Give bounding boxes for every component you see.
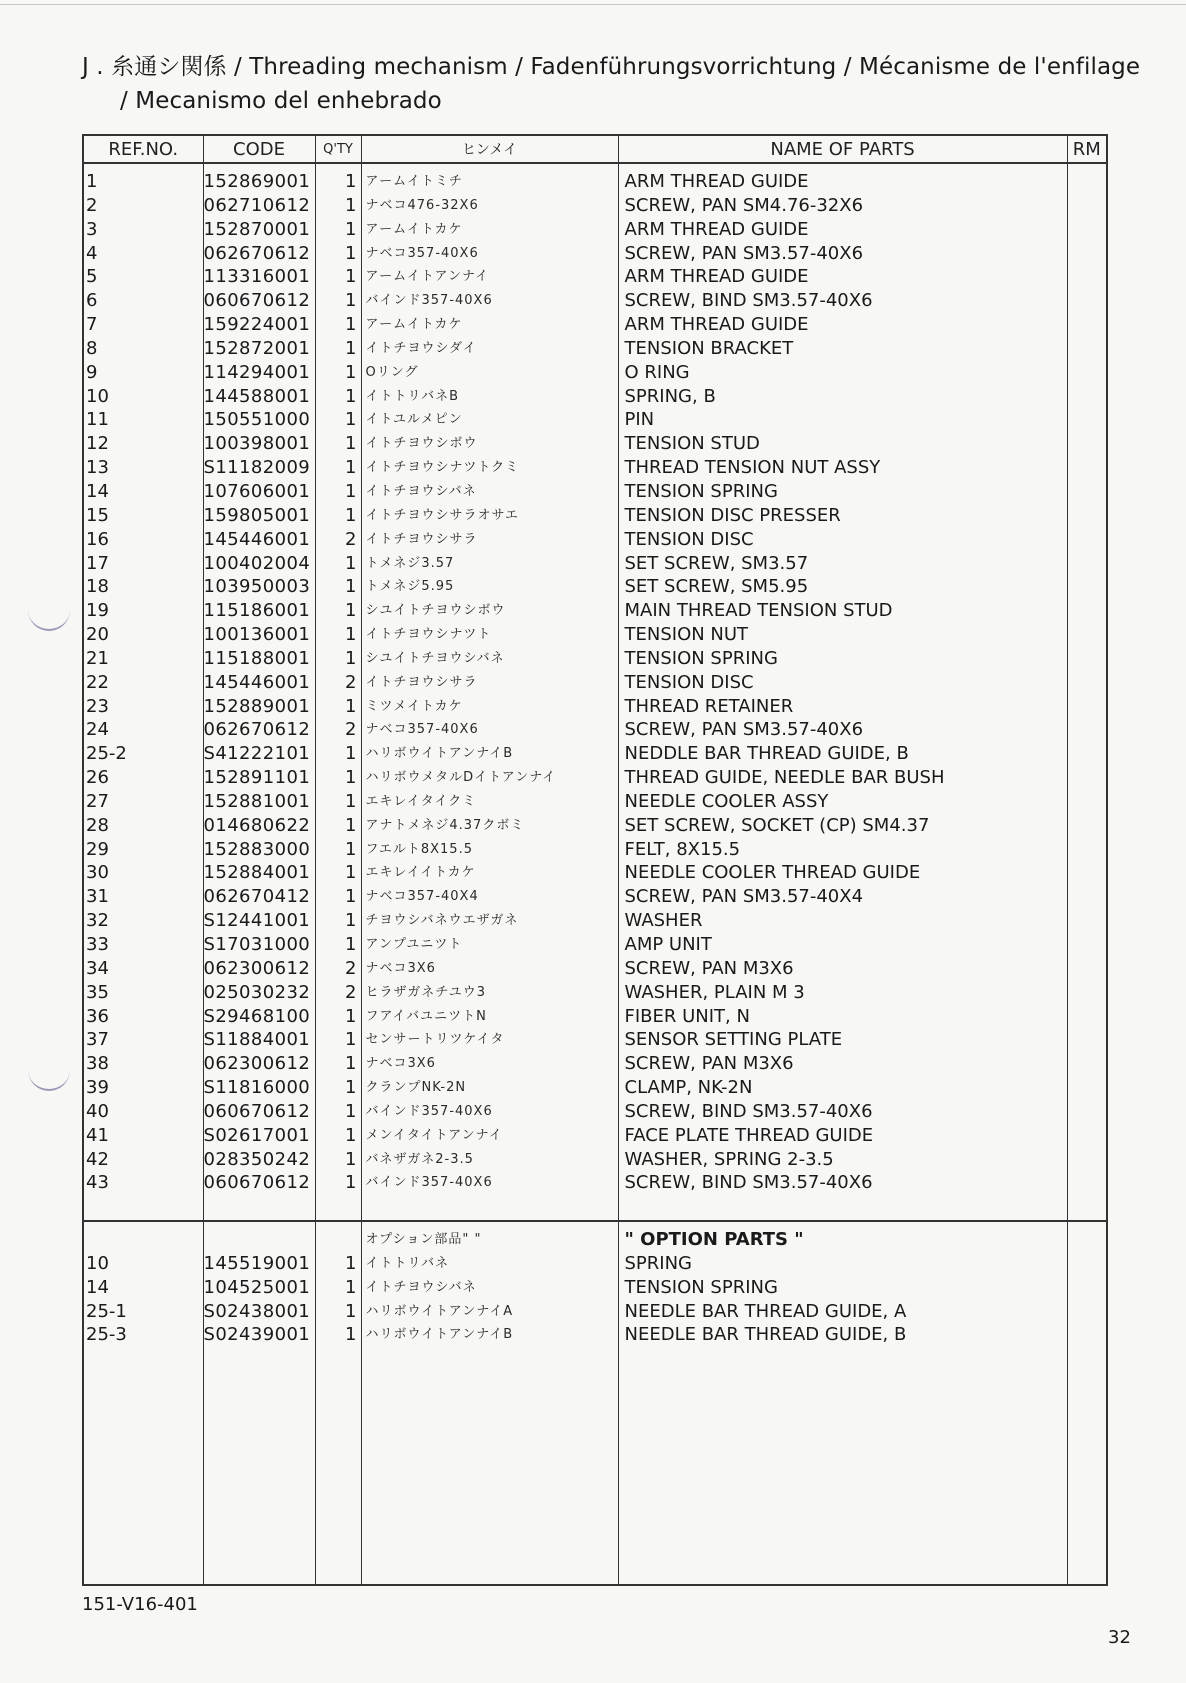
part-name: SPRING, B [624,385,716,407]
ref-column [83,1221,203,1585]
part-code: 159224001 [203,314,311,336]
part-qty: 1 [345,266,357,288]
col-header-rm: RM [1067,135,1107,163]
part-kana: アナトメネジ4.37クボミ [365,817,525,833]
option-parts-heading: " OPTION PARTS " [624,1229,804,1250]
part-qty: 1 [345,910,357,932]
part-ref: 36 [86,1005,109,1027]
part-name: THREAD RETAINER [624,695,794,717]
part-code: S17031000 [203,934,311,955]
part-kana: ハリボウイトアンナイB [365,746,514,762]
part-code: 145446001 [203,671,311,693]
part-qty: 1 [345,1252,357,1274]
part-code: 152889001 [203,695,311,717]
part-kana: ハリボウイトアンナイB [365,1327,514,1343]
part-code: 025030232 [203,981,311,1003]
part-kana: イトチヨウシサラオサエ [365,507,519,523]
part-name: TENSION SPRING [624,647,778,669]
part-qty: 1 [345,1148,357,1170]
kana-column [361,163,618,1221]
rm-column [1067,1221,1107,1585]
part-ref: 42 [86,1148,109,1170]
part-ref: 18 [86,576,109,598]
page-number: 32 [1108,1627,1131,1648]
part-kana: アームイトカケ [365,317,463,333]
part-code: 100398001 [203,433,311,455]
part-ref: 1 [86,171,98,192]
part-name: SCREW, PAN M3X6 [624,957,794,979]
part-code: S02439001 [203,1324,311,1346]
part-qty: 1 [345,647,357,669]
part-ref: 21 [86,647,109,669]
part-name: SCREW, PAN M3X6 [624,1053,794,1075]
part-ref: 23 [86,695,109,717]
part-kana: フエルト8X15.5 [365,841,473,857]
part-code: 115188001 [203,647,311,669]
part-ref: 8 [86,337,98,359]
part-code: 152881001 [203,790,311,812]
part-code: 152870001 [203,218,311,240]
part-code: 104525001 [203,1276,311,1298]
part-code: 107606001 [203,480,311,502]
part-code: 159805001 [203,504,311,526]
part-qty: 1 [345,862,357,884]
part-kana: ミツメイトカケ [365,698,463,714]
part-code: 145519001 [203,1252,311,1274]
part-code: 114294001 [203,361,311,383]
part-ref: 17 [86,552,109,574]
part-kana: シユイトチヨウシボウ [365,603,506,619]
part-name: NEEDLE COOLER ASSY [624,790,829,812]
rm-column [1067,163,1107,1221]
part-kana: イトチヨウシボウ [365,436,478,452]
part-kana: イトチヨウシサラ [365,531,478,547]
part-qty: 1 [345,1077,357,1099]
part-qty: 1 [345,1324,357,1346]
part-kana: ナベコ357-40X4 [365,889,479,905]
part-kana: バインド357-40X6 [365,1175,493,1191]
part-qty: 1 [345,194,357,216]
part-code: S11816000 [203,1077,311,1099]
part-qty: 1 [345,934,357,955]
part-ref: 28 [86,814,109,836]
part-qty: 1 [345,480,357,502]
part-name: ARM THREAD GUIDE [624,171,809,192]
part-qty: 1 [345,743,357,765]
part-kana: ナベコ476-32X6 [365,197,479,213]
part-name: NEEDLE BAR THREAD GUIDE, B [624,1324,907,1346]
part-ref: 25-3 [86,1324,127,1346]
part-kana: トメネジ3.57 [365,555,455,571]
part-qty: 1 [345,1029,357,1051]
part-name: SCREW, BIND SM3.57-40X6 [624,290,873,312]
part-kana: トメネジ5.95 [365,579,455,595]
part-kana: アンプユニツト [365,937,463,952]
part-kana: エキレイイトカケ [365,865,476,881]
part-code: S11884001 [203,1029,311,1051]
part-ref: 38 [86,1053,109,1075]
part-ref: 14 [86,1276,109,1298]
ref-column [83,163,203,1221]
part-ref: 33 [86,934,109,955]
part-name: SCREW, PAN SM3.57-40X6 [624,242,864,264]
part-ref: 34 [86,957,109,979]
part-kana: ナベコ357-40X6 [365,722,479,738]
part-ref: 40 [86,1100,109,1122]
part-qty: 2 [345,528,357,550]
part-code: S29468100 [203,1005,311,1027]
part-kana: バインド357-40X6 [365,293,493,309]
part-kana: アームイトカケ [365,221,463,237]
part-code: 115186001 [203,600,311,622]
part-code: 152872001 [203,337,311,359]
part-kana: ナベコ3X6 [365,960,436,976]
part-kana: ハリボウメタルDイトアンナイ [365,770,557,786]
part-ref: 12 [86,433,109,455]
part-name: SCREW, PAN SM3.57-40X6 [624,719,864,741]
part-kana: センサートリツケイタ [365,1032,505,1048]
part-code: 060670612 [203,290,311,312]
name-column [618,1221,1067,1585]
part-ref: 26 [86,767,109,789]
part-code: S02617001 [203,1124,311,1146]
name-column [618,163,1067,1221]
part-ref: 14 [86,480,109,502]
part-qty: 1 [345,576,357,598]
part-code: S11182009 [203,457,311,479]
part-qty: 2 [345,671,357,693]
part-ref: 27 [86,790,109,812]
part-name: SCREW, PAN SM4.76-32X6 [624,194,864,216]
part-code: 152884001 [203,862,311,884]
part-name: O RING [624,361,690,383]
top-rule [0,4,1186,5]
part-name: NEEDLE BAR THREAD GUIDE, A [624,1300,907,1322]
part-code: 152891101 [203,767,311,789]
col-header-kana: ヒンメイ [361,135,618,163]
part-qty: 1 [345,218,357,240]
part-code: 014680622 [203,814,311,836]
part-kana: アームイトアンナイ [365,269,490,285]
part-ref: 37 [86,1029,109,1051]
part-code: 150551000 [203,409,311,431]
part-kana: イトトリバネ [365,1255,450,1271]
part-code: 062670612 [203,242,311,264]
part-name: TENSION NUT [624,624,749,646]
part-kana: シユイトチヨウシバネ [365,650,505,666]
part-ref: 5 [86,266,98,288]
part-name: THREAD TENSION NUT ASSY [624,457,881,479]
part-code: 145446001 [203,528,311,550]
part-name: ARM THREAD GUIDE [624,218,809,240]
part-ref: 31 [86,886,109,908]
part-kana: フアイバユニツトN [365,1008,487,1024]
part-ref: 39 [86,1077,109,1099]
part-code: S41222101 [203,743,311,765]
part-qty: 1 [345,1276,357,1298]
part-name: AMP UNIT [624,934,712,955]
document-code: 151-V16-401 [82,1594,198,1615]
part-ref: 15 [86,504,109,526]
part-code: 144588001 [203,385,311,407]
part-qty: 1 [345,171,357,192]
part-qty: 2 [345,719,357,741]
part-code: S12441001 [203,910,311,932]
part-kana: メンイタイトアンナイ [365,1127,503,1143]
part-name: TENSION DISC PRESSER [624,504,841,526]
part-qty: 1 [345,814,357,836]
part-code: 028350242 [203,1148,311,1170]
part-code: 060670612 [203,1172,311,1194]
part-name: ARM THREAD GUIDE [624,314,809,336]
part-name: SET SCREW, SM5.95 [624,576,809,598]
part-name: SENSOR SETTING PLATE [624,1029,843,1051]
part-name: SCREW, BIND SM3.57-40X6 [624,1172,873,1194]
part-ref: 19 [86,600,109,622]
part-name: TENSION SPRING [624,480,778,502]
part-name: MAIN THREAD TENSION STUD [624,600,893,622]
part-ref: 30 [86,862,109,884]
part-ref: 22 [86,671,109,693]
part-kana: イトトリバネB [365,388,460,404]
part-kana: バネザガネ2-3.5 [365,1151,474,1167]
part-name: ARM THREAD GUIDE [624,266,809,288]
part-code: 152883000 [203,838,311,860]
part-kana: イトユルメピン [365,412,463,428]
part-qty: 1 [345,433,357,455]
part-kana: Oリング [365,364,419,380]
part-kana: チヨウシバネウエザガネ [365,913,519,929]
part-qty: 1 [345,457,357,479]
part-name: SCREW, BIND SM3.57-40X6 [624,1100,873,1122]
part-ref: 7 [86,314,98,336]
part-qty: 1 [345,409,357,431]
col-header-code: CODE [203,135,315,163]
col-header-ref: REF.NO. [83,135,203,163]
part-name: WASHER, PLAIN M 3 [624,981,805,1003]
kana-column [361,1221,618,1585]
part-name: TENSION STUD [624,433,760,455]
col-header-qty: Q'TY [315,135,361,163]
part-qty: 1 [345,1172,357,1194]
part-qty: 1 [345,600,357,622]
part-kana: ハリボウイトアンナイA [365,1303,514,1319]
part-qty: 1 [345,337,357,359]
code-column [203,163,315,1221]
part-name: FACE PLATE THREAD GUIDE [624,1124,874,1146]
part-qty: 1 [345,1100,357,1122]
part-ref: 25-2 [86,743,127,765]
part-ref: 9 [86,361,98,383]
part-ref: 25-1 [86,1300,127,1322]
part-name: CLAMP, NK-2N [624,1077,753,1099]
part-kana: アームイトミチ [365,174,463,189]
part-name: TENSION DISC [624,671,754,693]
part-qty: 1 [345,504,357,526]
part-name: SCREW, PAN SM3.57-40X4 [624,886,864,908]
part-ref: 10 [86,385,109,407]
part-qty: 1 [345,838,357,860]
part-ref: 16 [86,528,109,550]
part-ref: 35 [86,981,109,1003]
part-qty: 1 [345,314,357,336]
part-name: NEEDLE COOLER THREAD GUIDE [624,862,921,884]
part-ref: 13 [86,457,109,479]
part-ref: 29 [86,838,109,860]
part-code: 103950003 [203,576,311,598]
part-name: WASHER [624,910,703,932]
part-ref: 24 [86,719,109,741]
part-ref: 32 [86,910,109,932]
part-name: WASHER, SPRING 2-3.5 [624,1148,834,1170]
section-title [82,50,1162,118]
part-name: THREAD GUIDE, NEEDLE BAR BUSH [624,767,945,789]
part-kana: バインド357-40X6 [365,1103,493,1119]
part-kana: エキレイタイクミ [365,793,477,809]
part-qty: 1 [345,1005,357,1027]
part-kana: クランプNK-2N [365,1080,467,1096]
part-qty: 1 [345,1053,357,1075]
part-qty: 1 [345,1300,357,1322]
parts-table [82,134,1108,1586]
part-qty: 1 [345,1124,357,1146]
part-qty: 1 [345,290,357,312]
part-ref: 20 [86,624,109,646]
part-kana: イトチヨウシサラ [365,674,478,690]
binder-hole [28,1045,70,1091]
part-name: TENSION BRACKET [624,337,794,359]
part-ref: 10 [86,1252,109,1274]
part-qty: 2 [345,957,357,979]
table-header-row [83,135,1107,163]
code-column [203,1221,315,1585]
main-parts-section [83,163,1107,1221]
part-qty: 1 [345,624,357,646]
part-qty: 1 [345,695,357,717]
part-qty: 1 [345,790,357,812]
part-code: 062300612 [203,1053,311,1075]
part-code: 100402004 [203,552,311,574]
part-name: PIN [624,409,655,431]
part-code: 060670612 [203,1100,311,1122]
part-ref: 11 [86,409,109,431]
part-qty: 1 [345,886,357,908]
part-kana: イトチヨウシダイ [365,340,477,356]
part-name: NEDDLE BAR THREAD GUIDE, B [624,743,909,765]
binder-hole [28,585,70,631]
part-ref: 3 [86,218,98,240]
part-kana: ナベコ357-40X6 [365,245,479,261]
part-kana: イトチヨウシバネ [365,483,477,499]
part-qty: 1 [345,767,357,789]
part-qty: 1 [345,385,357,407]
part-ref: 6 [86,290,98,312]
option-parts-section [83,1221,1107,1585]
part-qty: 2 [345,981,357,1003]
part-kana: ヒラザガネチユウ3 [365,984,486,1000]
part-code: 062710612 [203,194,311,216]
col-header-name: NAME OF PARTS [618,135,1067,163]
part-name: TENSION DISC [624,528,754,550]
part-ref: 4 [86,242,98,264]
part-kana: イトチヨウシナツトクミ [365,460,520,476]
part-name: FELT, 8X15.5 [624,838,741,860]
part-qty: 1 [345,242,357,264]
qty-column [315,163,361,1221]
part-code: 062300612 [203,957,311,979]
part-ref: 43 [86,1172,109,1194]
part-code: 100136001 [203,624,311,646]
part-code: 062670612 [203,719,311,741]
part-qty: 1 [345,552,357,574]
part-name: SPRING [624,1252,693,1274]
qty-column [315,1221,361,1585]
part-code: 062670412 [203,886,311,908]
title-line-1: J . 糸通シ関係 / Threading mechanism / Fadenführungsvorrichtung / Mécanisme de l'enfilage [82,54,1141,80]
part-ref: 2 [86,194,98,216]
part-code: 152869001 [203,171,311,192]
part-qty: 1 [345,361,357,383]
part-name: SET SCREW, SOCKET (CP) SM4.37 [624,814,930,836]
part-code: 113316001 [203,266,311,288]
option-kana-heading: オプション部品" " [365,1232,482,1247]
part-kana: イトチヨウシバネ [365,1279,477,1295]
part-kana: ナベコ3X6 [365,1056,436,1072]
part-name: FIBER UNIT, N [624,1005,750,1027]
part-name: TENSION SPRING [624,1276,778,1298]
title-line-2: / Mecanismo del enhebrado [120,88,442,114]
part-ref: 41 [86,1124,109,1146]
part-code: S02438001 [203,1300,311,1322]
part-kana: イトチヨウシナツト [365,627,492,643]
part-name: SET SCREW, SM3.57 [624,552,809,574]
